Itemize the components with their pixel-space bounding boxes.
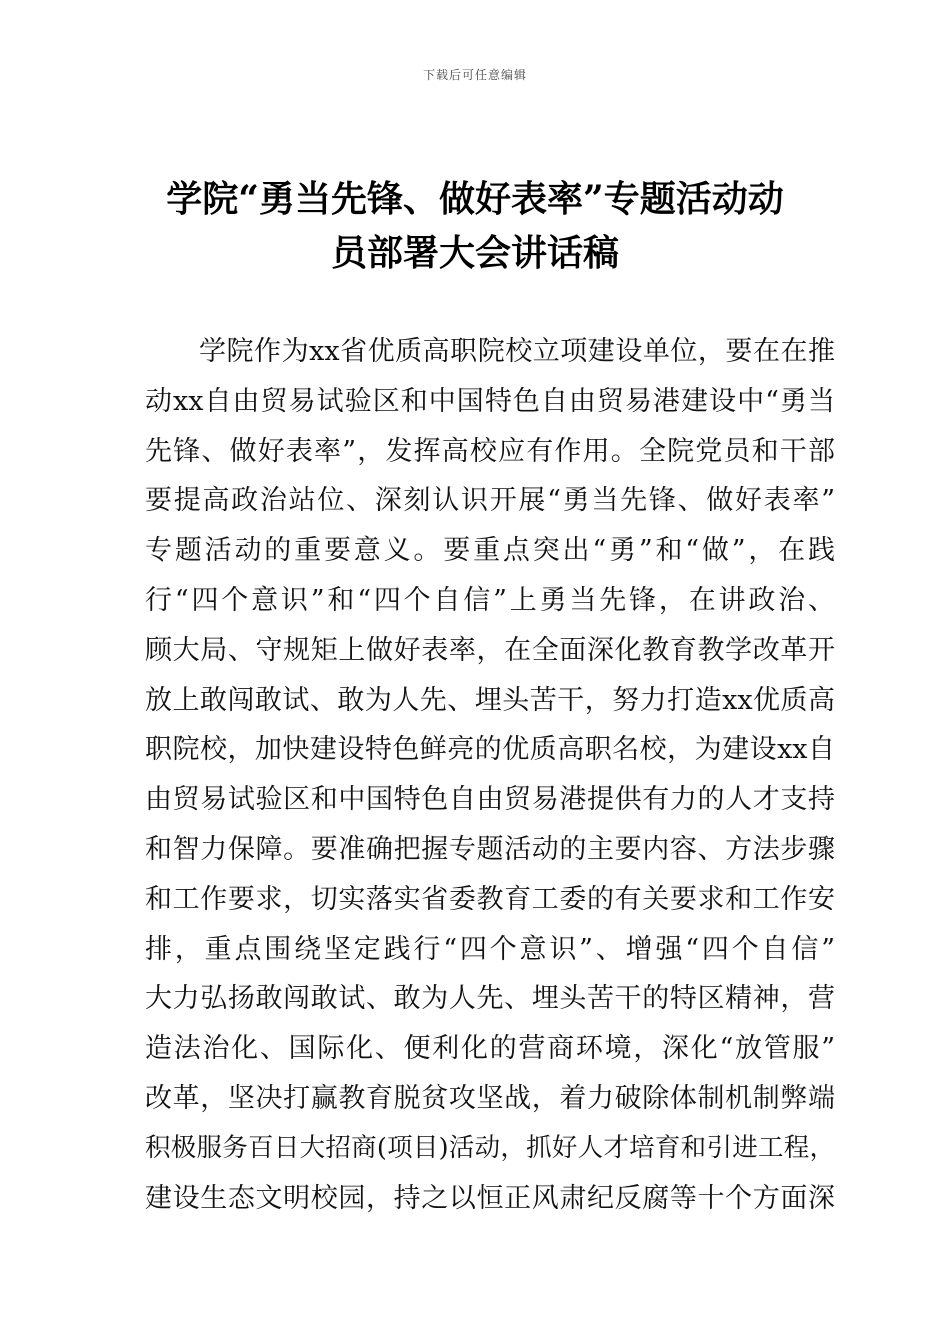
body-line: 要提高政治站位、深刻认识开展“勇当先锋、做好表率” <box>145 485 835 517</box>
body-line: 学院作为xx省优质高职院校立项建设单位，要在在推 <box>199 336 835 367</box>
title-line-2: 员部署大会讲话稿 <box>330 232 619 274</box>
body-line: 和工作要求，切实落实省委教育工委的有关要求和工作安 <box>145 883 835 915</box>
body-line: 动xx自由贸易试验区和中国特色自由贸易港建设中“勇当 <box>145 385 835 417</box>
body-line: 职院校，加快建设特色鲜亮的优质高职名校，为建设xx自 <box>145 734 835 766</box>
body-line: 积极服务百日大招商(项目)活动，抓好人才培育和引进工程， <box>145 1132 835 1163</box>
body-line: 排，重点围绕坚定践行“四个意识”、增强“四个自信” <box>145 933 835 965</box>
body-line: 和智力保障。要准确把握专题活动的主要内容、方法步骤 <box>145 833 835 865</box>
header-note: 下载后可任意编辑 <box>422 68 527 82</box>
body-line: 顾大局、守规矩上做好表率，在全面深化教育教学改革开 <box>145 634 835 666</box>
body-line: 大力弘扬敢闯敢试、敢为人先、埋头苦干的特区精神，营 <box>145 983 835 1015</box>
body-line: 先锋、做好表率”，发挥高校应有作用。全院党员和干部 <box>145 435 835 467</box>
body-line: 行“四个意识”和“四个自信”上勇当先锋，在讲政治、 <box>145 584 835 616</box>
body-line: 造法治化、国际化、便利化的营商环境，深化“放管服” <box>145 1033 835 1065</box>
body-line: 建设生态文明校园，持之以恒正风肃纪反腐等十个方面深 <box>145 1182 835 1214</box>
title-line-1: 学院“勇当先锋、做好表率”专题活动动 <box>166 178 784 220</box>
body-line: 放上敢闯敢试、敢为人先、埋头苦干，努力打造xx优质高 <box>145 684 835 716</box>
body-paragraph <box>145 327 835 1223</box>
body-line: 改革，坚决打赢教育脱贫攻坚战，着力破除体制机制弊端 <box>145 1082 835 1114</box>
body-line: 由贸易试验区和中国特色自由贸易港提供有力的人才支持 <box>145 784 835 816</box>
document-title <box>120 172 830 280</box>
body-line: 专题活动的重要意义。要重点突出“勇”和“做”，在践 <box>145 535 835 567</box>
